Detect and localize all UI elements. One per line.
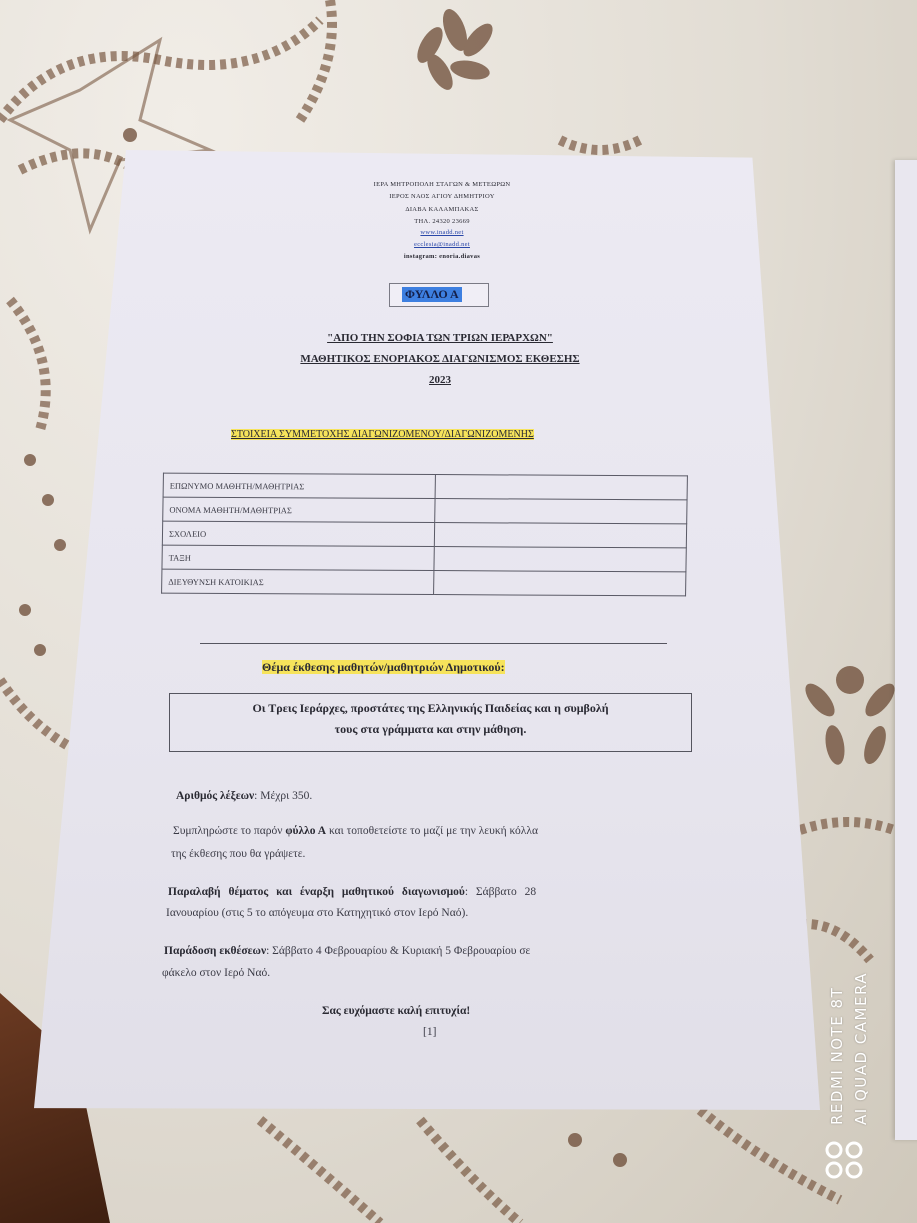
form-row [162, 545, 686, 572]
watermark-camera: AI QUAD CAMERA [852, 971, 870, 1125]
form-label-school: ΣΧΟΛΕΙΟ [162, 521, 435, 546]
sheet-label-box [389, 283, 489, 307]
pickup-line-2: Ιανουαρίου (στις 5 το απόγευμα στο Κατηχητικό στον Ιερό Ναό). [166, 907, 469, 919]
header-phone: ΤΗΛ. 24320 23669 [414, 218, 470, 225]
word-count-value: : Μέχρι 350. [254, 790, 313, 802]
participation-heading [231, 429, 534, 440]
form-label-class: ΤΑΞΗ [162, 545, 435, 570]
camera-logo-icon [824, 1140, 874, 1184]
header-line-2: ΙΕΡΟΣ ΝΑΟΣ ΑΓΙΟΥ ΔΗΜΗΤΡΙΟΥ [389, 193, 495, 200]
participation-heading-text: ΣΤΟΙΧΕΙΑ ΣΥΜΜΕΤΟΧΗΣ ΔΙΑΓΩΝΙΖΟΜΕΝΟΥ/ΔΙΑΓΩΝΙΖΟΜΕΝΗΣ [231, 429, 534, 440]
form-label-surname: ΕΠΩΝΥΜΟ ΜΑΘΗΤΗ/ΜΑΘΗΤΡΙΑΣ [163, 473, 436, 498]
page-number: [1] [423, 1026, 437, 1038]
title-line-2: ΜΑΘΗΤΙΚΟΣ ΕΝΟΡΙΑΚΟΣ ΔΙΑΓΩΝΙΣΜΟΣ ΕΚΘΕΣΗΣ [300, 353, 580, 365]
form-row [162, 521, 686, 548]
header-instagram: instagram: enoria.diavas [403, 253, 481, 260]
form-input-class[interactable] [434, 547, 686, 572]
pickup-value: : Σάββατο 28 [464, 886, 537, 898]
form-input-address[interactable] [434, 571, 686, 596]
form-label-address: ΔΙΕΥΘΥΝΣΗ ΚΑΤΟΙΚΙΑΣ [162, 569, 435, 594]
pickup-info [168, 886, 536, 898]
word-count-label: Αριθμός λέξεων [176, 790, 255, 802]
topic-line-2: τους στα γράμματα και στην μάθηση. [334, 722, 527, 736]
form-row [163, 473, 687, 500]
delivery-line-2: φάκελο στον Ιερό Ναό. [162, 967, 271, 979]
watermark-model: REDMI NOTE 8T [828, 986, 846, 1125]
form-row [162, 569, 686, 596]
pickup-label: Παραλαβή θέματος και έναρξη μαθητικού διαγωνισμού [168, 886, 465, 898]
closing-wish: Σας ευχόμαστε καλή επιτυχία! [322, 1005, 471, 1017]
form-input-surname[interactable] [436, 475, 688, 500]
topic-heading [262, 660, 505, 675]
instruction-1 [173, 825, 538, 837]
sheet-label: ΦΥΛΛΟ Α [402, 287, 462, 302]
header-line-1: ΙΕΡΑ ΜΗΤΡΟΠΟΛΗ ΣΤΑΓΩΝ & ΜΕΤΕΩΡΩΝ [373, 181, 511, 188]
topic-heading-text: Θέμα έκθεσης μαθητών/μαθητριών Δημοτικού: [262, 660, 505, 674]
participant-form [161, 473, 688, 597]
delivery-label: Παράδοση εκθέσεων [164, 945, 267, 957]
header-email-link[interactable]: ecclesia@inadd.net [414, 241, 470, 248]
instruction-1-line-2: της έκθεσης που θα γράψετε. [171, 848, 306, 860]
instruction-1-post: και τοποθετείστε το μαζί με την λευκή κόλλα [326, 825, 538, 837]
camera-watermark [812, 950, 917, 1190]
divider-line [200, 643, 667, 644]
header-line-3: ΔΙΑΒΑ ΚΑΛΑΜΠΑΚΑΣ [405, 206, 479, 213]
header-website-link[interactable]: www.inadd.net [420, 229, 464, 236]
instruction-1-pre: Συμπληρώστε το παρόν [173, 825, 286, 837]
form-row [163, 497, 687, 524]
topic-box [169, 693, 692, 752]
form-input-school[interactable] [435, 523, 687, 548]
form-label-name: ΟΝΟΜΑ ΜΑΘΗΤΗ/ΜΑΘΗΤΡΙΑΣ [163, 497, 436, 522]
delivery-value: : Σάββατο 4 Φεβρουαρίου & Κυριακή 5 Φεβρουαρίου σε [266, 945, 531, 957]
topic-line-1: Οι Τρεις Ιεράρχες, προστάτες της Ελληνικής Παιδείας και η συμβολή [252, 701, 609, 715]
title-year: 2023 [429, 374, 451, 386]
instruction-1-bold: φύλλο Α [285, 825, 327, 837]
title-line-1: "ΑΠΟ ΤΗΝ ΣΟΦΙΑ ΤΩΝ ΤΡΙΩΝ ΙΕΡΑΡΧΩΝ" [327, 332, 553, 344]
word-count [176, 790, 312, 802]
form-input-name[interactable] [435, 499, 687, 524]
delivery-info [164, 945, 530, 957]
